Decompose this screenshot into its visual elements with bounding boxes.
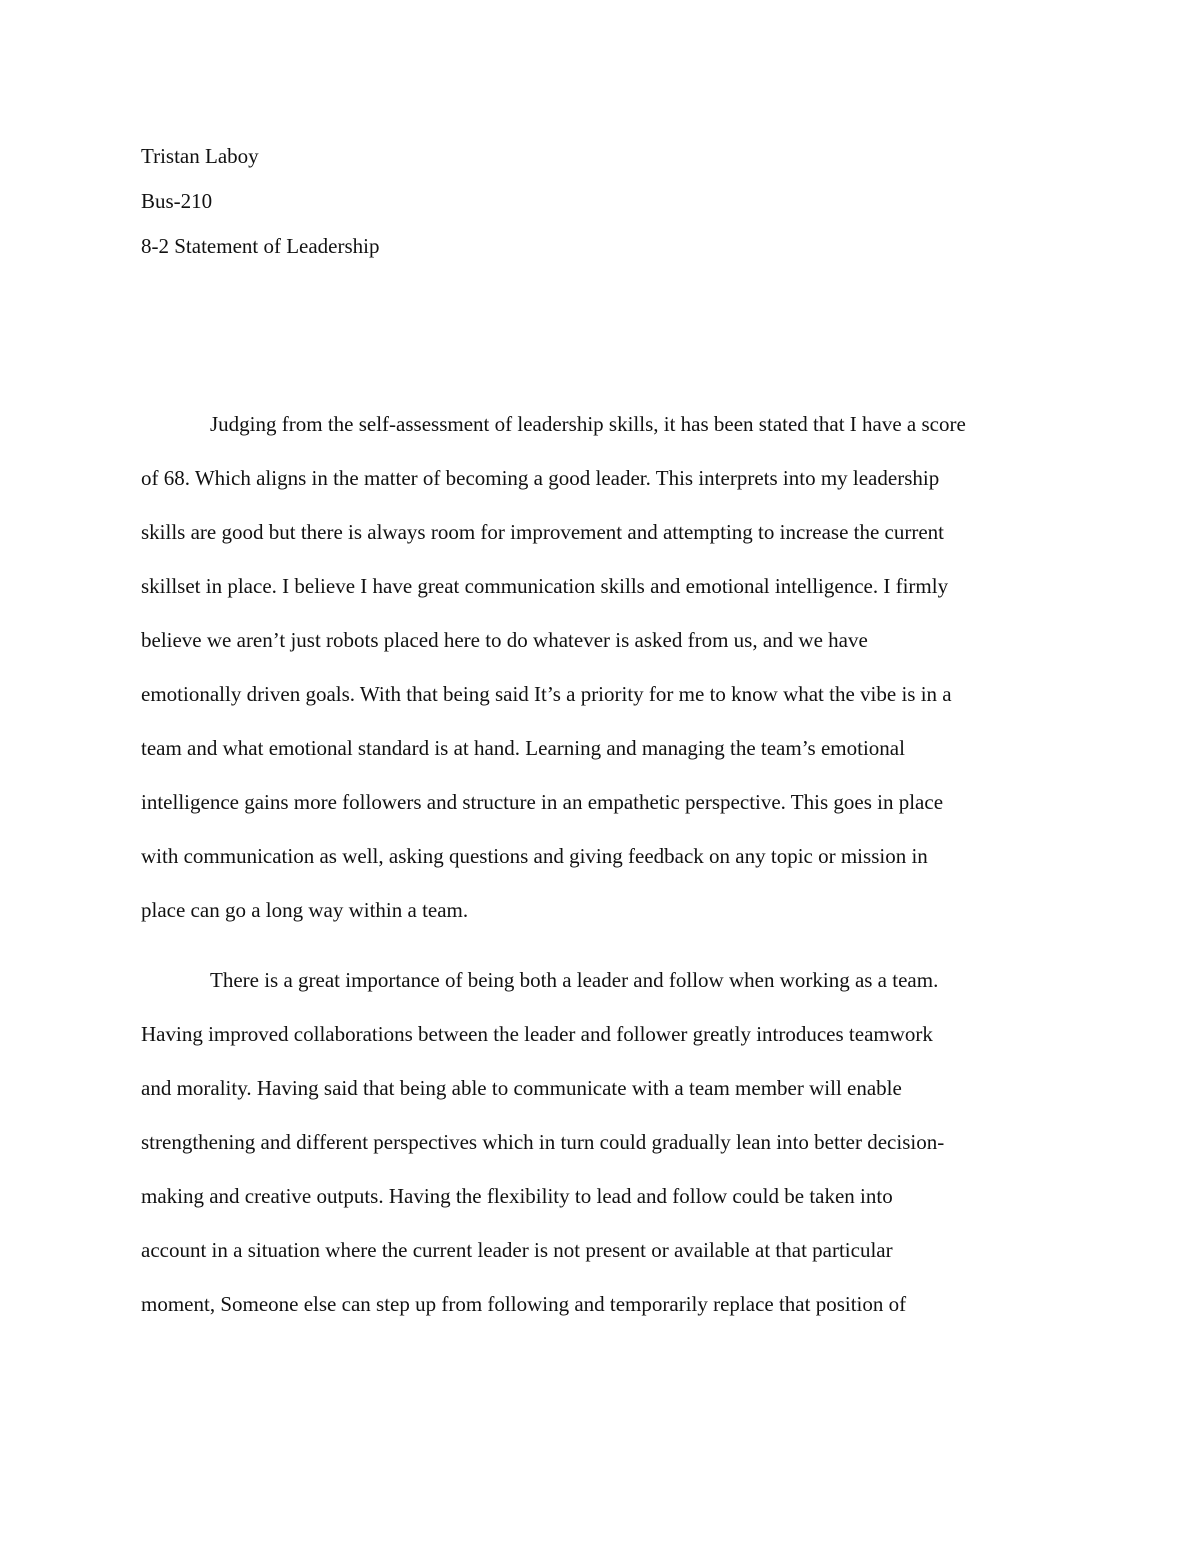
- paragraph-line: and morality. Having said that being able to communicate with a team member will enable: [141, 1076, 902, 1100]
- paragraph-line: team and what emotional standard is at hand. Learning and managing the team’s emotional: [141, 736, 905, 760]
- paragraph-line: of 68. Which aligns in the matter of becoming a good leader. This interprets into my leadership: [141, 466, 940, 490]
- paragraph-line: account in a situation where the current leader is not present or available at that particular: [141, 1238, 893, 1262]
- document-title: 8-2 Statement of Leadership: [141, 234, 380, 258]
- paragraph-line: There is a great importance of being both a leader and follow when working as a team.: [210, 968, 939, 992]
- author-name: Tristan Laboy: [141, 144, 259, 168]
- paragraph-line: making and creative outputs. Having the flexibility to lead and follow could be taken into: [141, 1184, 893, 1208]
- paragraph-line: Judging from the self-assessment of leadership skills, it has been stated that I have a score: [210, 412, 966, 436]
- paragraph-line: moment, Someone else can step up from following and temporarily replace that position of: [141, 1292, 907, 1316]
- paragraph-line: emotionally driven goals. With that being said It’s a priority for me to know what the vibe is in a: [141, 682, 952, 706]
- paragraph-line: believe we aren’t just robots placed here to do whatever is asked from us, and we have: [141, 628, 868, 652]
- paragraph-line: place can go a long way within a team.: [141, 898, 469, 922]
- course-code: Bus-210: [141, 189, 213, 213]
- paragraph-line: intelligence gains more followers and structure in an empathetic perspective. This goes in place: [141, 790, 944, 814]
- paragraph-line: skillset in place. I believe I have great communication skills and emotional intelligence. I firmly: [141, 574, 949, 598]
- paragraph-line: Having improved collaborations between the leader and follower greatly introduces teamwork: [141, 1022, 933, 1046]
- paragraph-line: skills are good but there is always room for improvement and attempting to increase the current: [141, 520, 945, 544]
- paragraph-line: strengthening and different perspectives which in turn could gradually lean into better decision-: [141, 1130, 945, 1154]
- paragraph-line: with communication as well, asking questions and giving feedback on any topic or mission in: [141, 844, 928, 868]
